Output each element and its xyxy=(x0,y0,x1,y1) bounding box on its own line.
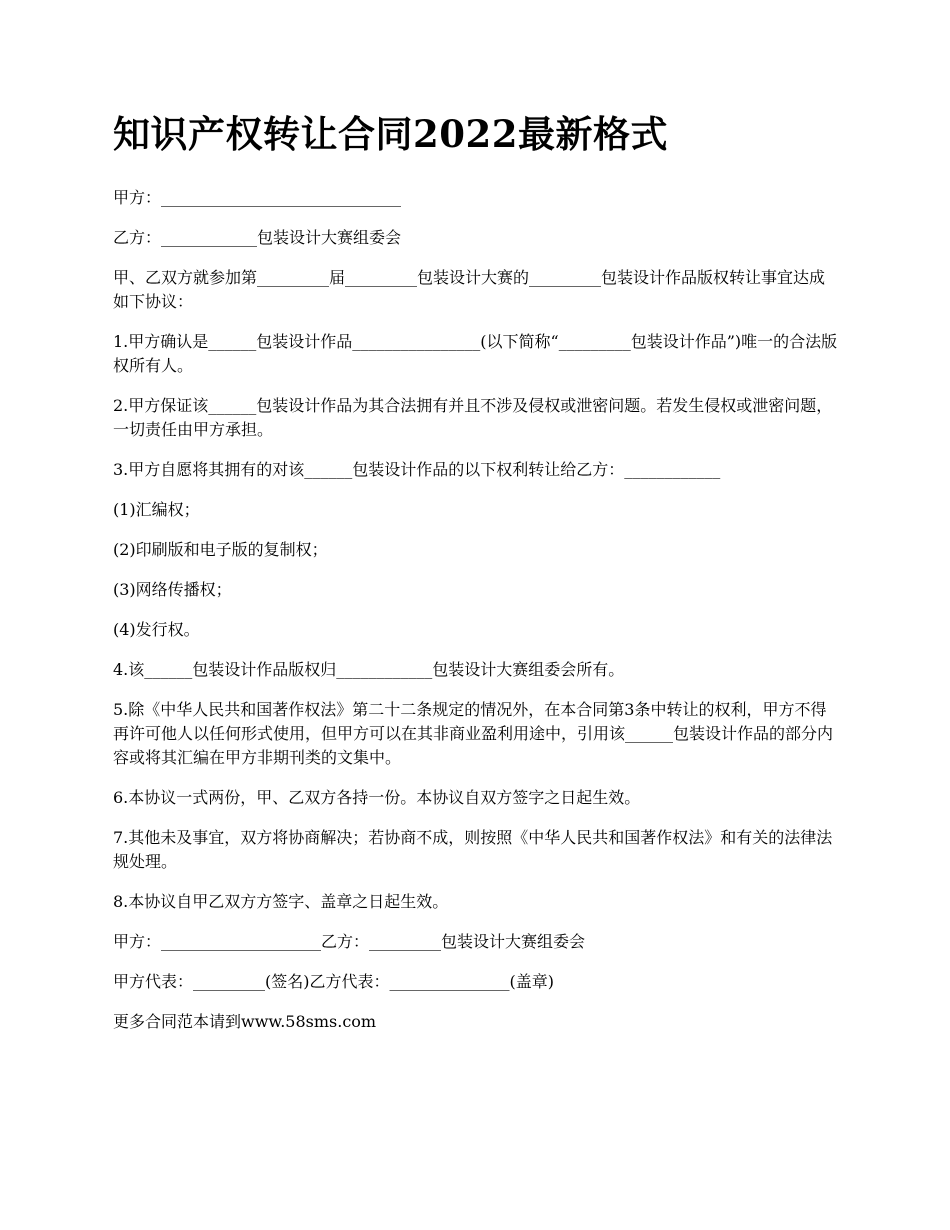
clause-7: 7.其他未及事宜，双方将协商解决；若协商不成，则按照《中华人民共和国著作权法》和有关的法律法规处理。 xyxy=(113,828,833,872)
signature-parties-line: 甲方：____________________乙方：_________包装设计大赛组委会 xyxy=(113,932,586,952)
right-item-2: (2)印刷版和电子版的复制权； xyxy=(113,540,328,560)
clause-8: 8.本协议自甲乙双方方签字、盖章之日起生效。 xyxy=(113,892,449,912)
right-item-3: (3)网络传播权； xyxy=(113,580,232,600)
clause-1: 1.甲方确认是______包装设计作品________________(以下简称“_________包装设计作品”)唯一的合法版权所有人。 xyxy=(113,332,838,376)
clause-4: 4.该______包装设计作品版权归____________包装设计大赛组委会所有。 xyxy=(113,660,625,680)
clause-6: 6.本协议一式两份，甲、乙双方各持一份。本协议自双方签字之日起生效。 xyxy=(113,788,641,808)
document-title: 知识产权转让合同2022最新格式 xyxy=(113,112,668,156)
clause-3: 3.甲方自愿将其拥有的对该______包装设计作品的以下权利转让给乙方：____________ xyxy=(113,460,721,480)
clause-2: 2.甲方保证该______包装设计作品为其合法拥有并且不涉及侵权或泄密问题。若发生侵权或泄密问题，一切责任由甲方承担。 xyxy=(113,396,833,440)
right-item-1: (1)汇编权； xyxy=(113,500,200,520)
signature-representatives-line: 甲方代表：_________(签名)乙方代表：_______________(盖章) xyxy=(113,972,554,992)
right-item-4: (4)发行权。 xyxy=(113,620,200,640)
clause-5: 5.除《中华人民共和国著作权法》第二十二条规定的情况外，在本合同第3条中转让的权利，甲方不得再许可他人以任何形式使用，但甲方可以在其非商业盈利用途中，引用该______包装设计作品的部分内容或将其汇编在甲方非期刊类的文集中。 xyxy=(113,700,834,768)
party-a-line: 甲方：______________________________ xyxy=(113,188,402,208)
agreement-intro: 甲、乙双方就参加第_________届_________包装设计大赛的_________包装设计作品版权转让事宜达成如下协议： xyxy=(113,268,826,312)
party-b-line: 乙方：____________包装设计大赛组委会 xyxy=(113,228,402,248)
footer-more-templates: 更多合同范本请到www.58sms.com xyxy=(113,1012,377,1032)
